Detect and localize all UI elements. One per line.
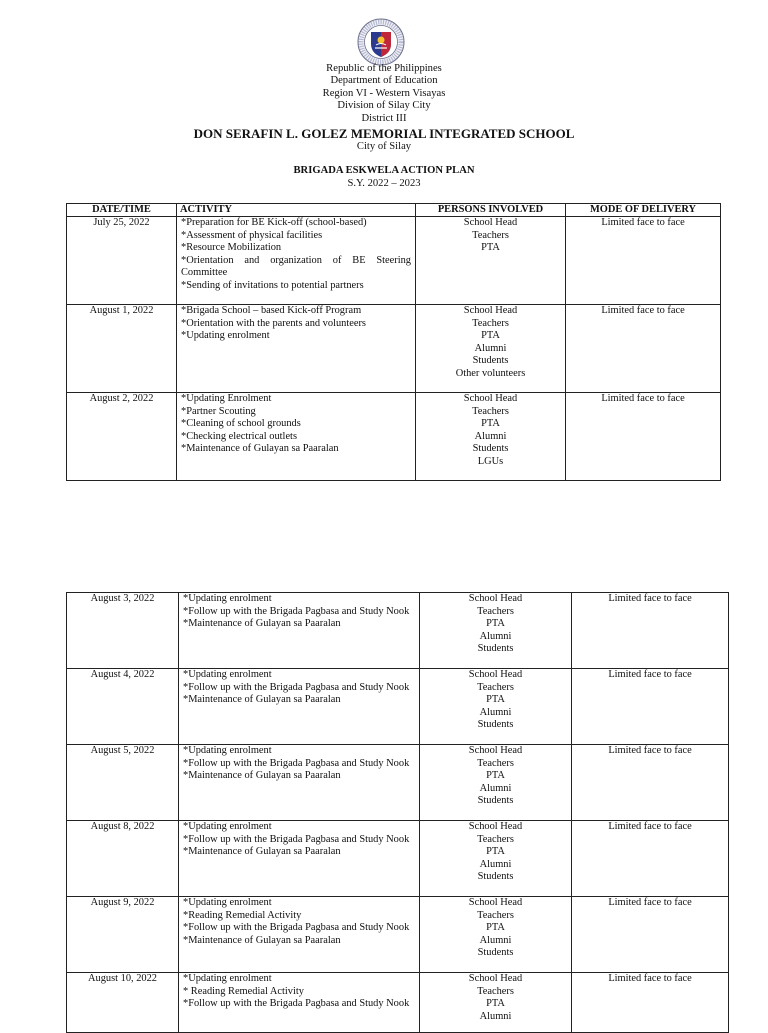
activity-item: *Maintenance of Gulayan sa Paaralan	[183, 934, 341, 946]
activity-item: *Updating enrolment	[183, 669, 272, 680]
person-item: Alumni	[474, 342, 507, 354]
col-header-date: DATE/TIME	[67, 204, 177, 217]
activity-item: *Updating enrolment	[183, 821, 272, 832]
cell-activity	[179, 593, 420, 669]
person-item: Teachers	[477, 985, 514, 997]
person-item: Alumni	[479, 706, 512, 718]
person-item: Teachers	[477, 909, 514, 921]
person-item: Alumni	[479, 1010, 512, 1022]
person-item: Teachers	[472, 405, 509, 417]
person-item: School Head	[463, 393, 518, 404]
cell-date: August 2, 2022	[67, 393, 177, 481]
activity-item: *Follow up with the Brigada Pagbasa and Study Nook	[183, 922, 410, 934]
activity-item: *Follow up with the Brigada Pagbasa and Study Nook	[183, 998, 410, 1010]
table-row	[67, 669, 729, 745]
plan-title-block	[0, 164, 768, 190]
activity-item: *Maintenance of Gulayan sa Paaralan	[183, 846, 341, 858]
person-item: Students	[472, 443, 509, 455]
person-item: Alumni	[479, 630, 512, 642]
cell-persons	[416, 305, 566, 393]
activity-item: *Updating enrolment	[183, 745, 272, 756]
table-body-1	[67, 217, 721, 481]
table-row	[67, 745, 729, 821]
person-item: Alumni	[479, 934, 512, 946]
person-item: PTA	[481, 330, 500, 342]
table-row	[67, 217, 721, 305]
header-line-division: Division of Silay City	[337, 100, 431, 112]
activity-item: *Updating enrolment	[183, 973, 272, 984]
cell-persons	[420, 593, 572, 669]
activity-item: *Follow up with the Brigada Pagbasa and Study Nook	[183, 833, 410, 845]
person-item: Alumni	[474, 430, 507, 442]
col-header-activity: ACTIVITY	[177, 204, 416, 217]
person-item: PTA	[486, 770, 505, 782]
cell-activity	[179, 669, 420, 745]
cell-date: August 9, 2022	[67, 897, 179, 973]
header-line-republic: Republic of the Philippines	[326, 63, 442, 74]
table-row	[67, 393, 721, 481]
person-item: Alumni	[479, 858, 512, 870]
activity-item: *Maintenance of Gulayan sa Paaralan	[183, 770, 341, 782]
person-item: PTA	[481, 418, 500, 430]
city-name: City of Silay	[356, 141, 412, 153]
person-item: Teachers	[472, 229, 509, 241]
activity-item: *Cleaning of school grounds	[181, 418, 301, 430]
activity-item: *Updating enrolment	[183, 593, 272, 604]
action-plan-table-1	[66, 203, 721, 481]
cell-date: August 4, 2022	[67, 669, 179, 745]
activity-item: *Orientation and organization of BE Steering Committee	[181, 254, 411, 279]
cell-persons	[416, 393, 566, 481]
cell-activity	[179, 897, 420, 973]
activity-item: *Assessment of physical facilities	[181, 229, 323, 241]
person-item: PTA	[486, 618, 505, 630]
table-body-2	[67, 593, 729, 1033]
cell-date: July 25, 2022	[67, 217, 177, 305]
cell-mode: Limited face to face	[572, 593, 729, 669]
cell-activity	[177, 305, 416, 393]
table-row	[67, 305, 721, 393]
cell-activity	[179, 821, 420, 897]
cell-mode: Limited face to face	[566, 217, 721, 305]
activity-item: *Updating Enrolment	[181, 393, 272, 404]
activity-item: *Resource Mobilization	[181, 242, 282, 254]
header-line-department: Department of Education	[330, 75, 438, 87]
person-item: Students	[477, 795, 514, 807]
cell-mode: Limited face to face	[566, 305, 721, 393]
person-item: Teachers	[472, 317, 509, 329]
person-item: Students	[477, 719, 514, 731]
header-line-district: District III	[361, 112, 407, 124]
person-item: Other volunteers	[455, 367, 526, 379]
plan-title: BRIGADA ESKWELA ACTION PLAN	[293, 165, 475, 176]
person-item: Teachers	[477, 681, 514, 693]
activity-item: *Reading Remedial Activity	[183, 909, 302, 921]
header-line-region: Region VI - Western Visayas	[322, 87, 446, 99]
col-header-persons: PERSONS INVOLVED	[416, 204, 566, 217]
activity-item: *Follow up with the Brigada Pagbasa and Study Nook	[183, 681, 410, 693]
person-item: Students	[477, 871, 514, 883]
activity-item: *Checking electrical outlets	[181, 430, 297, 442]
person-item: School Head	[468, 669, 523, 680]
person-item: PTA	[486, 998, 505, 1010]
cell-date: August 10, 2022	[67, 973, 179, 1033]
person-item: School Head	[463, 305, 518, 316]
activity-item: *Follow up with the Brigada Pagbasa and Study Nook	[183, 757, 410, 769]
cell-mode: Limited face to face	[566, 393, 721, 481]
cell-persons	[420, 669, 572, 745]
cell-mode: Limited face to face	[572, 973, 729, 1033]
cell-persons	[420, 821, 572, 897]
school-name: DON SERAFIN L. GOLEZ MEMORIAL INTEGRATED SCHOOL	[193, 126, 575, 142]
activity-item: *Brigada School – based Kick-off Program	[181, 305, 362, 316]
activity-item: *Updating enrolment	[181, 330, 270, 342]
table-row	[67, 897, 729, 973]
person-item: Teachers	[477, 605, 514, 617]
person-item: School Head	[463, 217, 518, 228]
person-item: School Head	[468, 897, 523, 908]
cell-date: August 8, 2022	[67, 821, 179, 897]
person-item: School Head	[468, 821, 523, 832]
activity-item: *Follow up with the Brigada Pagbasa and Study Nook	[183, 605, 410, 617]
person-item: PTA	[481, 242, 500, 254]
action-plan-table-2	[66, 592, 729, 1033]
person-item: Teachers	[477, 833, 514, 845]
person-item: PTA	[486, 922, 505, 934]
person-item: School Head	[468, 593, 523, 604]
person-item: School Head	[468, 973, 523, 984]
activity-item: *Sending of invitations to potential partners	[181, 279, 364, 291]
person-item: PTA	[486, 846, 505, 858]
cell-activity	[177, 217, 416, 305]
activity-item: *Maintenance of Gulayan sa Paaralan	[183, 694, 341, 706]
activity-item: *Preparation for BE Kick-off (school-based)	[181, 217, 367, 228]
table-header-row	[67, 204, 721, 217]
person-item: Alumni	[479, 782, 512, 794]
col-header-mode: MODE OF DELIVERY	[566, 204, 721, 217]
cell-date: August 5, 2022	[67, 745, 179, 821]
school-year: S.Y. 2022 – 2023	[347, 178, 421, 189]
cell-date: August 1, 2022	[67, 305, 177, 393]
cell-mode: Limited face to face	[572, 669, 729, 745]
cell-mode: Limited face to face	[572, 745, 729, 821]
table-row	[67, 593, 729, 669]
person-item: Teachers	[477, 757, 514, 769]
document-header	[0, 63, 768, 153]
person-item: Students	[472, 355, 509, 367]
deped-seal-logo	[357, 18, 405, 66]
activity-item: *Updating enrolment	[183, 897, 272, 908]
cell-date: August 3, 2022	[67, 593, 179, 669]
person-item: PTA	[486, 694, 505, 706]
activity-item: *Maintenance of Gulayan sa Paaralan	[183, 618, 341, 630]
person-item: Students	[477, 947, 514, 959]
cell-persons	[420, 897, 572, 973]
activity-item: *Orientation with the parents and volunteers	[181, 317, 366, 329]
cell-persons	[420, 745, 572, 821]
cell-mode: Limited face to face	[572, 897, 729, 973]
person-item: Students	[477, 643, 514, 655]
cell-persons	[416, 217, 566, 305]
cell-mode: Limited face to face	[572, 821, 729, 897]
activity-item: * Reading Remedial Activity	[183, 985, 304, 997]
person-item: School Head	[468, 745, 523, 756]
cell-activity	[177, 393, 416, 481]
cell-activity	[179, 745, 420, 821]
person-item: LGUs	[477, 455, 504, 467]
activity-item: *Partner Scouting	[181, 405, 256, 417]
activity-item: *Maintenance of Gulayan sa Paaralan	[181, 443, 339, 455]
table-row	[67, 821, 729, 897]
